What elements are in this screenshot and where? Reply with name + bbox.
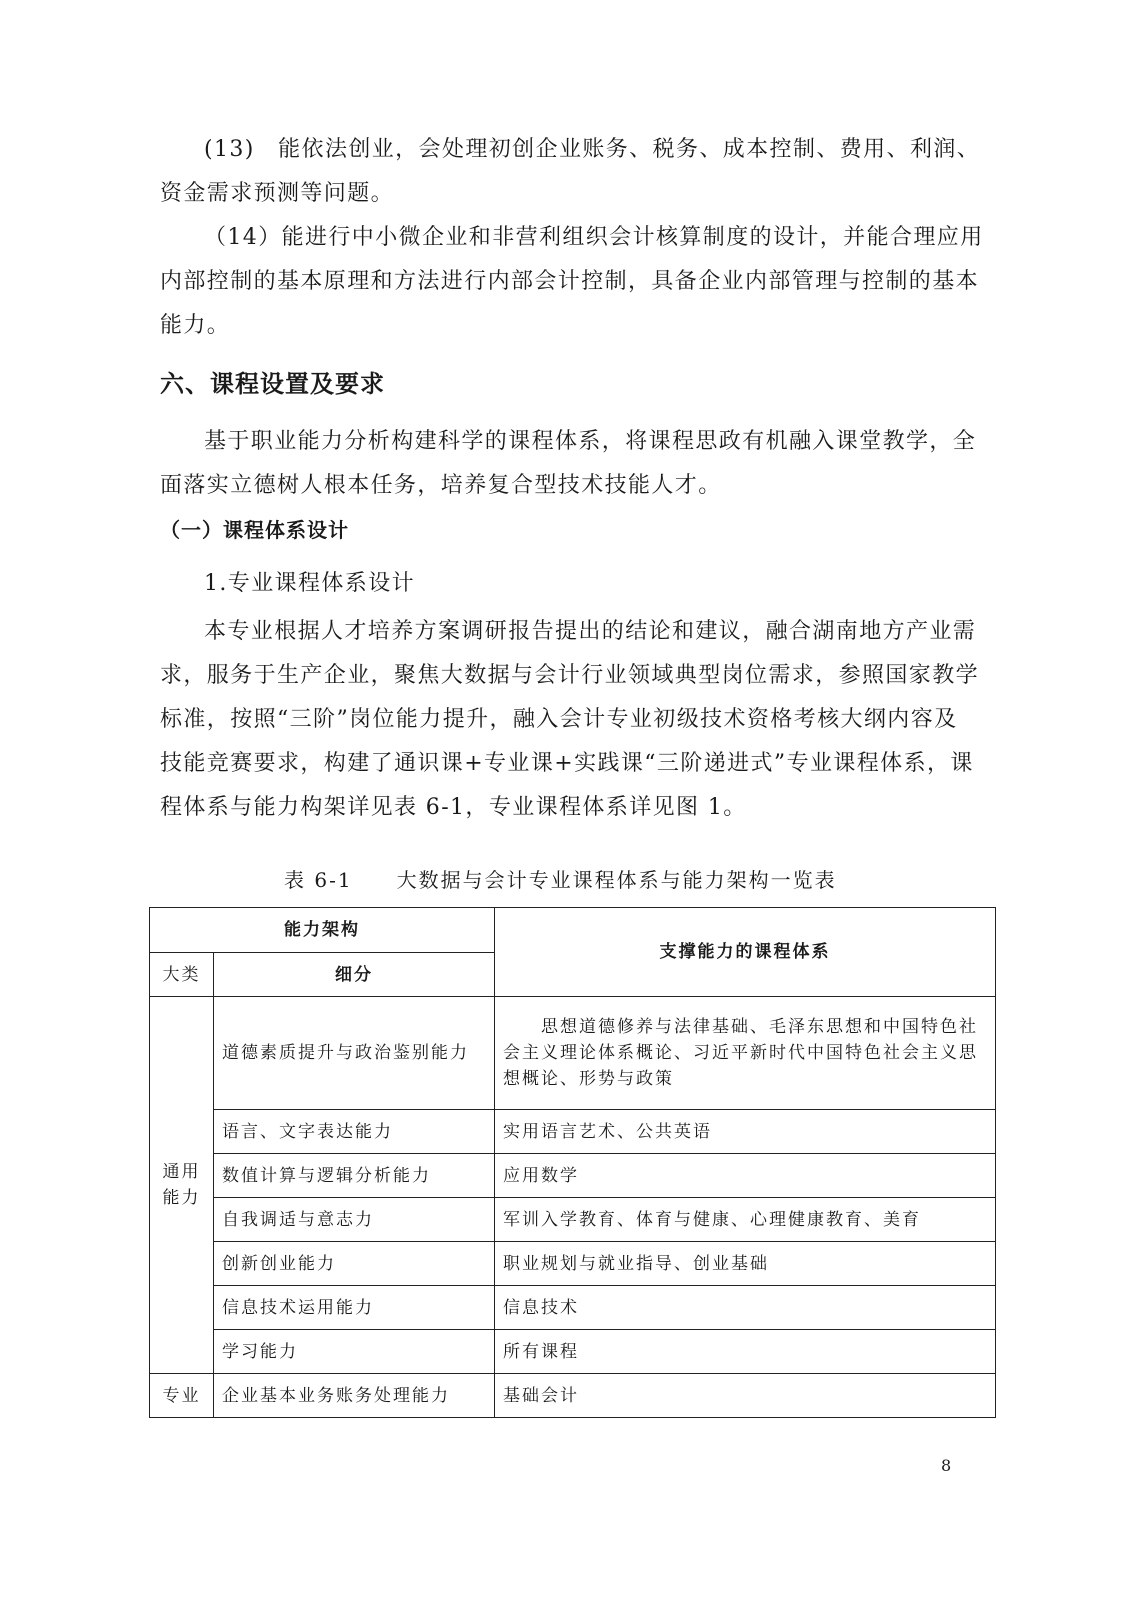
table-row (150, 1286, 996, 1330)
courses-cell: 职业规划与就业指导、创业基础 (495, 1242, 996, 1286)
category-general: 通用能力 (150, 997, 214, 1374)
body-line-5: 程体系与能力构架详见表 6-1，专业课程体系详见图 1。 (160, 795, 747, 820)
table-row (150, 1330, 996, 1374)
table-header-row (150, 908, 996, 953)
table-row (150, 1242, 996, 1286)
paragraph-14-line-2: 内部控制的基本原理和方法进行内部会计控制，具备企业内部管理与控制的基本 (160, 269, 980, 294)
paragraph-13-line-2: 资金需求预测等问题。 (160, 181, 395, 206)
subsection-title: （一）课程体系设计 (160, 518, 349, 542)
section-title: 六、课程设置及要求 (160, 370, 385, 398)
paragraph-13-line-1: (13) 能依法创业，会处理初创企业账务、税务、成本控制、费用、利润、 (204, 137, 981, 162)
category-professional: 专业 (150, 1374, 214, 1418)
courses-cell: 基础会计 (495, 1374, 996, 1418)
item-title: 1.专业课程体系设计 (204, 571, 415, 596)
courses-cell: 所有课程 (495, 1330, 996, 1374)
courses-cell: 军训入学教育、体育与健康、心理健康教育、美育 (495, 1198, 996, 1242)
table-row (150, 1154, 996, 1198)
table-row (150, 1374, 996, 1418)
body-line-3: 标准，按照“三阶”岗位能力提升，融入会计专业初级技术资格考核大纲内容及 (160, 707, 958, 732)
intro-line-2: 面落实立德树人根本任务，培养复合型技术技能人才。 (160, 473, 722, 498)
curriculum-ability-table (149, 907, 996, 1418)
courses-cell: 思想道德修养与法律基础、毛泽东思想和中国特色社会主义理论体系概论、习近平新时代中国特色社会主义思想概论、形势与政策 (495, 997, 996, 1110)
courses-cell: 应用数学 (495, 1154, 996, 1198)
table-row (150, 997, 996, 1110)
paragraph-14-line-1: （14）能进行中小微企业和非营利组织会计核算制度的设计，并能合理应用 (204, 225, 984, 250)
page-number: 8 (941, 1456, 952, 1475)
detail-cell: 道德素质提升与政治鉴别能力 (214, 997, 495, 1110)
body-line-2: 求，服务于生产企业，聚焦大数据与会计行业领域典型岗位需求，参照国家教学 (160, 663, 980, 688)
header-support: 支撑能力的课程体系 (495, 908, 996, 997)
detail-cell: 数值计算与逻辑分析能力 (214, 1154, 495, 1198)
body-line-4: 技能竞赛要求，构建了通识课+专业课+实践课“三阶递进式”专业课程体系，课 (160, 751, 974, 776)
courses-cell: 实用语言艺术、公共英语 (495, 1110, 996, 1154)
intro-line-1: 基于职业能力分析构建科学的课程体系，将课程思政有机融入课堂教学，全 (204, 429, 977, 454)
header-category: 大类 (150, 953, 214, 997)
table-row (150, 1198, 996, 1242)
body-line-1: 本专业根据人才培养方案调研报告提出的结论和建议，融合湖南地方产业需 (204, 619, 977, 644)
detail-cell: 语言、文字表达能力 (214, 1110, 495, 1154)
header-detail: 细分 (214, 953, 495, 997)
detail-cell: 创新创业能力 (214, 1242, 495, 1286)
table-caption: 表 6-1 大数据与会计专业课程体系与能力架构一览表 (284, 868, 837, 892)
detail-cell: 学习能力 (214, 1330, 495, 1374)
detail-cell: 企业基本业务账务处理能力 (214, 1374, 495, 1418)
table-row (150, 1110, 996, 1154)
paragraph-14-line-3: 能力。 (160, 313, 231, 338)
detail-cell: 信息技术运用能力 (214, 1286, 495, 1330)
courses-cell: 信息技术 (495, 1286, 996, 1330)
header-ability: 能力架构 (150, 908, 495, 953)
detail-cell: 自我调适与意志力 (214, 1198, 495, 1242)
